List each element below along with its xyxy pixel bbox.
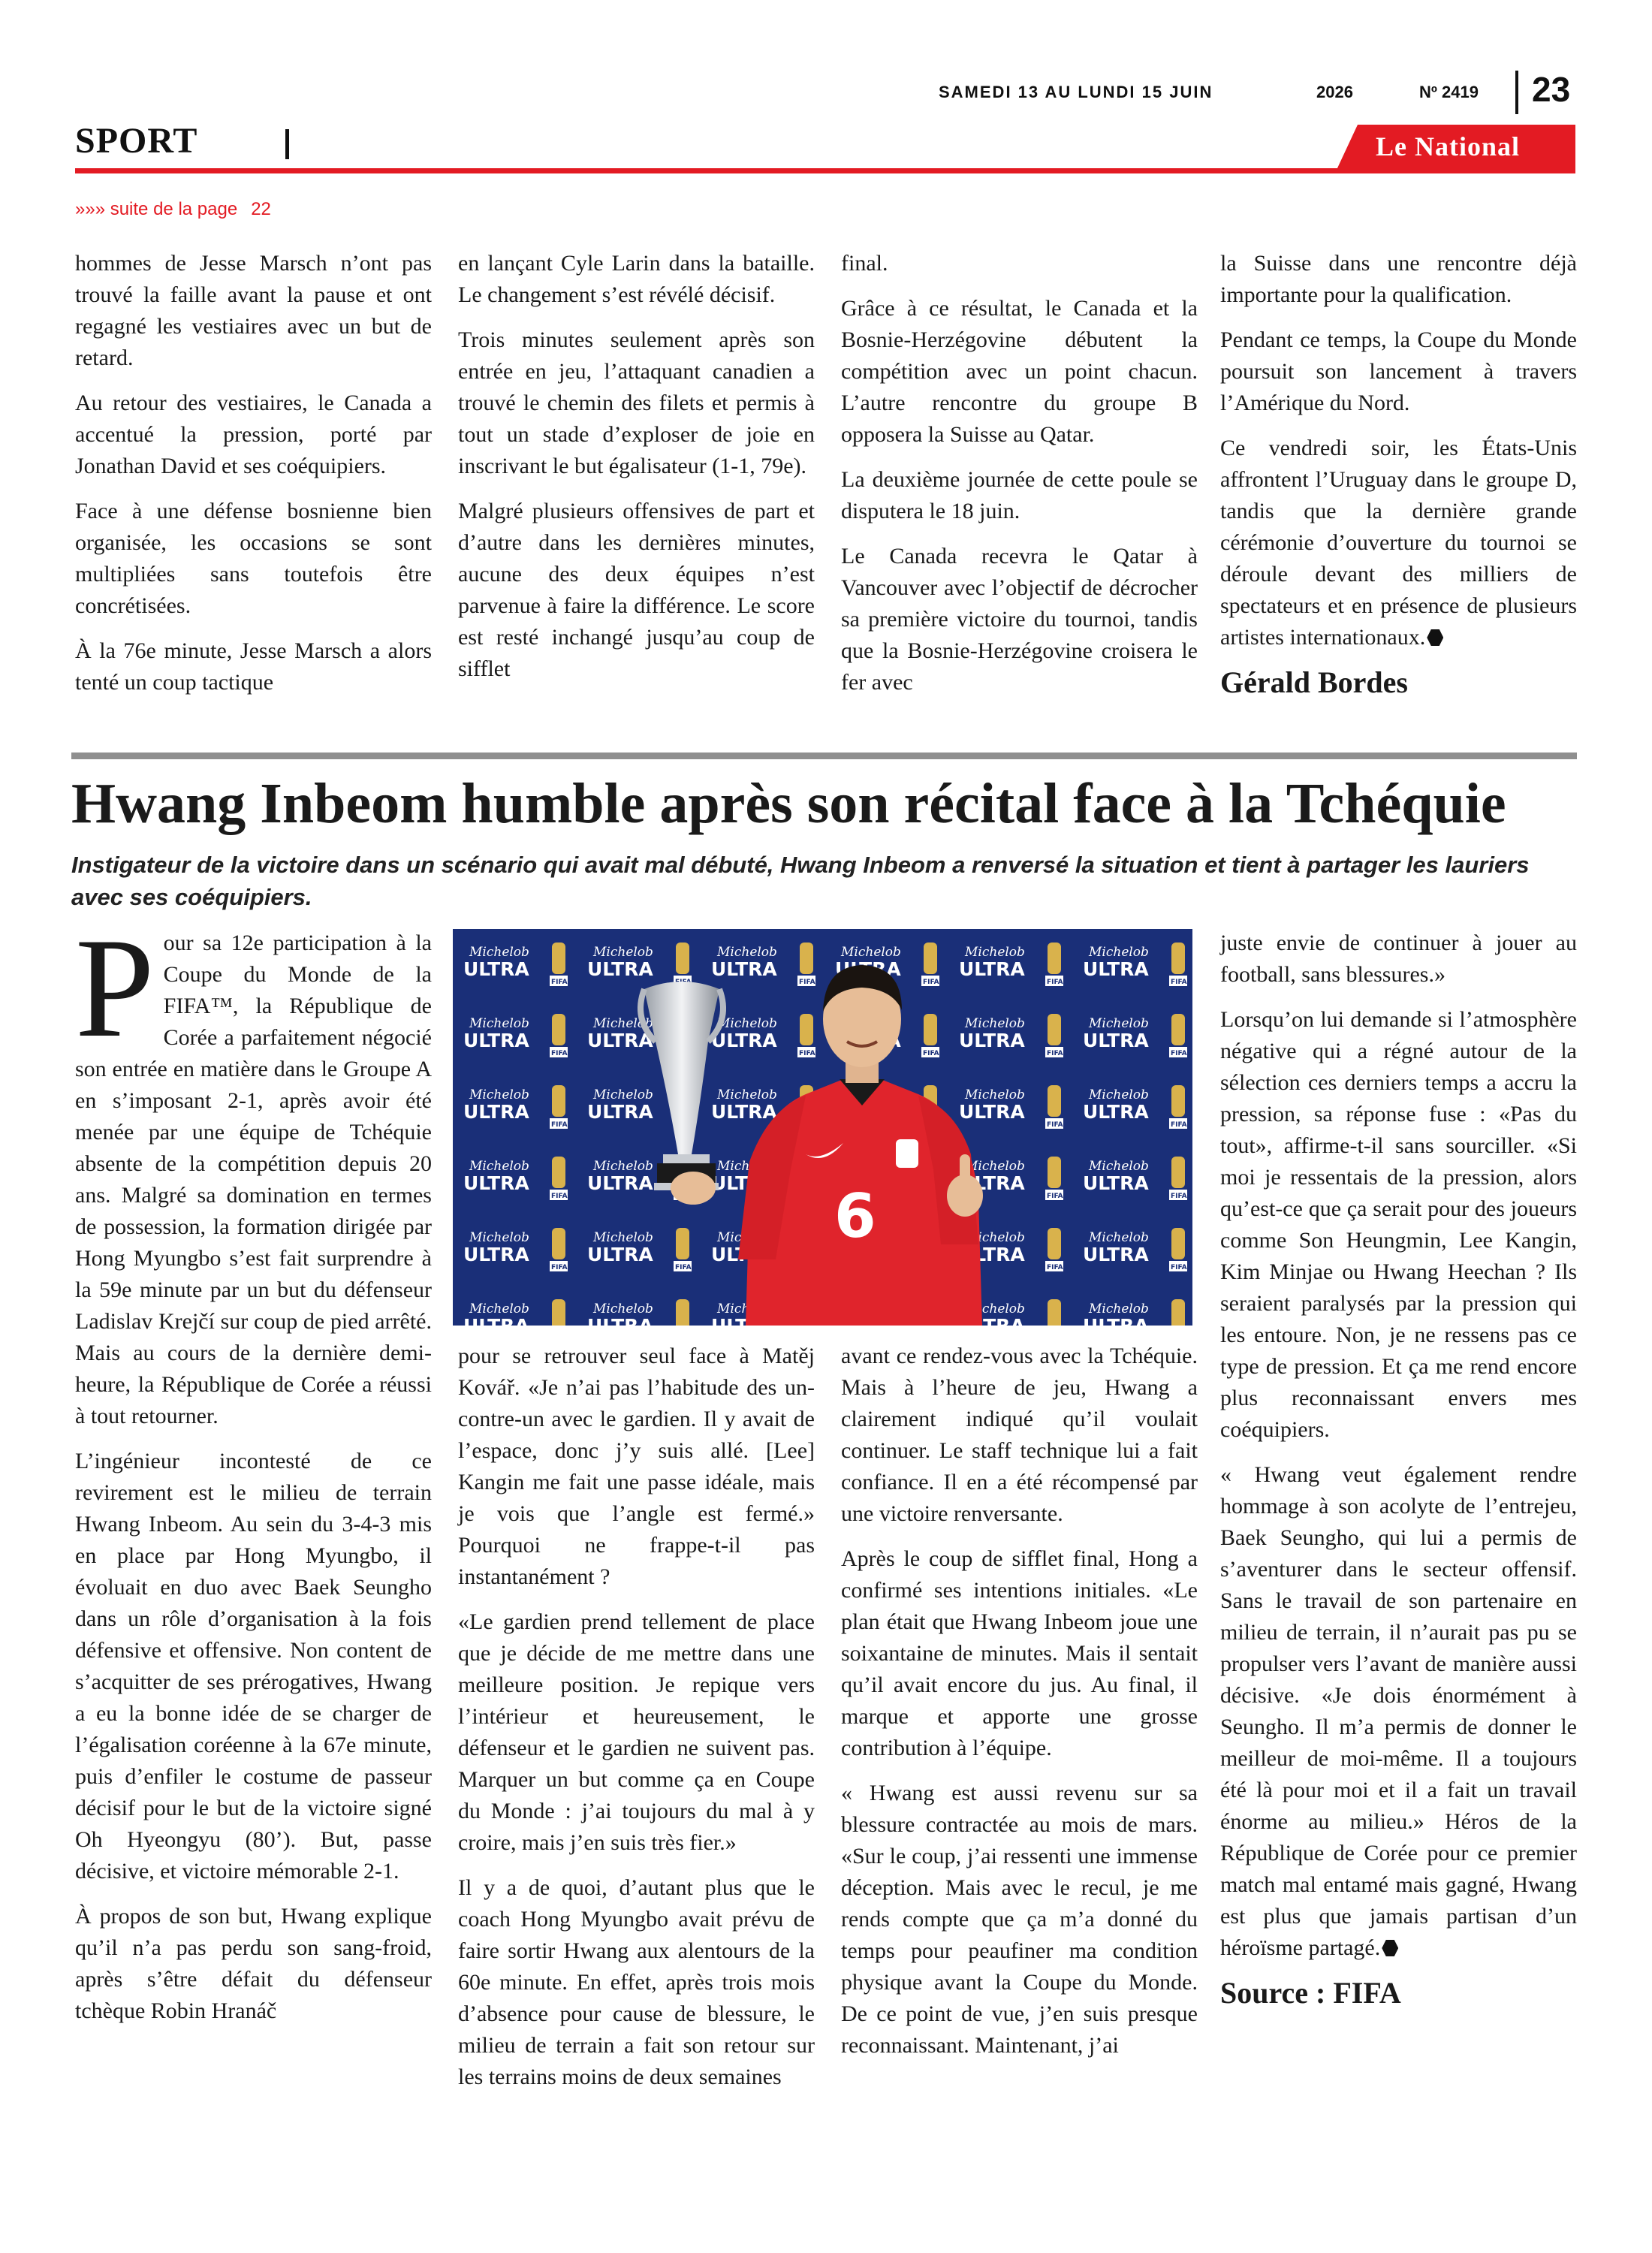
paragraph <box>1220 433 1577 653</box>
section-title: SPORT <box>75 121 198 161</box>
continued-page: 22 <box>251 199 271 219</box>
article2-column-4 <box>1220 927 1577 2009</box>
paragraph: À propos de son but, Hwang explique qu’il n’a pas perdu son sang-froid, après s’être défait du défenseur tchèque Robin Hranáč <box>75 1904 432 2023</box>
article2-column-2 <box>458 1341 815 2107</box>
paragraph: hommes de Jesse Marsch n’ont pas trouvé la faille avant la pause et ont regagné les vestiaires avec un but de retard. <box>75 251 432 370</box>
continued-from[interactable] <box>75 199 271 220</box>
paragraph: Le Canada recevra le Qatar à Vancouver avec l’objectif de décrocher sa première victoire du tournoi, tandis que la Bosnie-Herzégovine croisera le fer avec <box>841 544 1198 695</box>
drop-cap: P <box>75 909 155 1067</box>
page-number-divider <box>1515 71 1518 114</box>
paragraph: final. <box>841 251 888 276</box>
paragraph: Trois minutes seulement après son entrée en jeu, l’attaquant canadien a trouvé le chemin des filets et permis à tout un stade d’exploser de joie en inscrivant le but égalisateur (1-1, 79e). <box>458 327 815 478</box>
article-separator <box>71 753 1577 759</box>
issue-date: SAMEDI 13 AU LUNDI 15 JUIN <box>939 83 1213 101</box>
issue-year: 2026 <box>1316 83 1353 101</box>
paragraph: Grâce à ce résultat, le Canada et la Bosnie-Herzégovine débutent la compétition avec un point chacun. L’autre rencontre du groupe B opposera la Suisse au Qatar. <box>841 296 1198 447</box>
end-of-article-icon <box>1382 1940 1398 1956</box>
paragraph: pour se retrouver seul face à Matěj Kovář. «Je n’ai pas l’habitude des un-contre-un avec le gardien. Il y avait de l’espace, donc j’y suis allé. [Lee] Kangin me fait une passe idéale, mais je vois que l’angle est fermé.» Pourquoi ne frappe-t-il pas instantanément ? <box>458 1344 815 1589</box>
paragraph: la Suisse dans une rencontre déjà importante pour la qualification. <box>1220 251 1577 307</box>
article1-column-2 <box>458 248 815 698</box>
deck: Instigateur de la victoire dans un scénario qui avait mal débuté, Hwang Inbeom a renversé la situation et tient à partager les lauriers avec ses coéquipiers. <box>71 852 1530 910</box>
source-credit: Source : FIFA <box>1220 1976 1401 2010</box>
paragraph: « Hwang est aussi revenu sur sa blessure contractée au mois de mars. «Sur le coup, j’ai ressenti une immense déception. Mais avec le recul, je me rends compte que ça m’a donné du temps pour peaufiner ma condition physique avant la Coupe du Monde. De ce point de vue, j’en suis presque reconnaissant. Maintenant, j’ai <box>841 1781 1198 2058</box>
header-rule <box>75 168 1575 173</box>
article1-column-3 <box>841 248 1198 712</box>
paragraph: «Le gardien prend tellement de place que je décide de me mettre dans une meilleure position. Je repique vers l’intérieur et heureusement, le défenseur et le gardien ne suivent pas. Marquer un but comme ça en Coupe du Monde : j’ai toujours du mal à y croire, mais j’en suis très fier.» <box>458 1609 815 1855</box>
article2-column-3 <box>841 1341 1198 2075</box>
paragraph <box>75 909 432 1432</box>
paragraph: juste envie de continuer à jouer au football, sans blessures.» <box>1220 930 1577 987</box>
paragraph: La deuxième journée de cette poule se disputera le 18 juin. <box>841 467 1198 523</box>
paragraph: avant ce rendez-vous avec la Tchéquie. Mais à l’heure de jeu, Hwang a clairement indiqué qu’il voulait continuer. Le staff technique lui a fait confiance. Il en a été récompensé par une victoire renversante. <box>841 1344 1198 1526</box>
headline: Hwang Inbeom humble après son récital face à la Tchéquie <box>71 772 1506 835</box>
paragraph-text: « Hwang veut également rendre hommage à son acolyte de l’entrejeu, Baek Seungho, qui lui a permis de s’aventurer dans le secteur offensif. Sans le travail de son partenaire en milieu de terrain, il n’aurait pas pu se propulser vers l’avant de manière aussi décisive. «Je dois énormément à Seungho. Il m’a permis de donner le meilleur de moi-même. Il a toujours été là pour moi et il a fait un travail énorme au milieu.» Héros de la République de Corée pour ce premier match mal entamé mais gagné, Hwang est plus que jamais partisan d’un héroïsme partagé. <box>1220 1462 1577 1960</box>
paragraph: À la 76e minute, Jesse Marsch a alors tenté un coup tactique <box>75 638 432 695</box>
issue-number: Nº 2419 <box>1419 83 1479 101</box>
byline: Gérald Bordes <box>1220 665 1408 699</box>
article1-column-4 <box>1220 248 1577 698</box>
continued-label: »»» suite de la page <box>75 199 238 219</box>
paragraph-text: Ce vendredi soir, les États-Unis affrontent l’Uruguay dans le groupe D, tandis que la dernière grande cérémonie d’ouverture du tournoi se déroule devant des milliers de spectateurs et en présence de plusieurs artistes internationaux. <box>1220 436 1577 650</box>
article1-column-1 <box>75 248 432 712</box>
jersey-number: 6 <box>834 1181 876 1251</box>
paragraph: Face à une défense bosnienne bien organisée, les occasions se sont multipliées sans toutefois être concrétisées. <box>75 499 432 618</box>
paragraph: en lançant Cyle Larin dans la bataille. Le changement s’est révélé décisif. <box>458 251 815 307</box>
paragraph: Lorsqu’on lui demande si l’atmosphère négative qui a régné autour de la sélection ces derniers temps a accru la pression, sa réponse fuse : «Pas du tout», affirme-t-il sans sourciller. «Si moi je ressentais de la pression, alors qu’est-ce que ça serait pour des joueurs comme Son Heungmin, Lee Kangin, Kim Minjae ou Hwang Heechan ? Ils seraient paralysés par la pression qui les entoure. Non, je ne ressens pas ce type de pression. Et ça me rend encore plus reconnaissant envers mes coéquipiers. <box>1220 1007 1577 1442</box>
paragraph <box>1220 1459 1577 1964</box>
brand-name: Le National <box>1376 131 1521 161</box>
end-of-article-icon <box>1427 629 1443 646</box>
page-number: 23 <box>1532 70 1571 109</box>
paragraph: Au retour des vestiaires, le Canada a accentué la pression, porté par Jonathan David et ses coéquipiers. <box>75 391 432 478</box>
paragraph-text: our sa 12e participation à la Coupe du Monde de la FIFA™, la République de Corée a parfaitement négocié son entrée en matière dans le Groupe A en s’imposant 2-1, après avoir été menée par une équipe de Tchéquie absente de la compétition depuis 20 ans. Malgré sa domination en termes de possession, la formation dirigée par Hong Myungbo s’est fait surprendre à la 59e minute par un but du défenseur Ladislav Krejčí sur coup de pied arrêté. Mais au cours de la dernière demi-heure, la République de Corée a réussi à tout retourner. <box>75 930 432 1428</box>
section-divider <box>285 129 289 159</box>
paragraph: Pendant ce temps, la Coupe du Monde poursuit son lancement à travers l’Amérique du Nord. <box>1220 327 1577 415</box>
player-photo-illustration <box>453 929 1192 1326</box>
paragraph: Il y a de quoi, d’autant plus que le coach Hong Myungbo avait prévu de faire sortir Hwang aux alentours de la 60e minute. En effet, après trois mois d’absence pour cause de blessure, le milieu de terrain a fait son retour sur les terrains moins de deux semaines <box>458 1875 815 2089</box>
player-photo <box>453 929 1192 1326</box>
article2-column-1 <box>75 909 432 2040</box>
paragraph: Après le coup de sifflet final, Hong a confirmé ses intentions initiales. «Le plan était que Hwang Inbeom joue une soixantaine de minutes. Mais il sentait qu’il avait encore du jus. Au final, il marque et apporte une grosse contribution à l’équipe. <box>841 1546 1198 1760</box>
paragraph: Malgré plusieurs offensives de part et d’autre dans les dernières minutes, aucune des deux équipes n’est parvenue à faire la différence. Le score est resté inchangé jusqu’au coup de sifflet <box>458 499 815 681</box>
paragraph: L’ingénieur incontesté de ce revirement est le milieu de terrain Hwang Inbeom. Au sein du 3-4-3 mis en place par Hong Myungbo, il évoluait en duo avec Baek Seungho dans un rôle d’organisation à la fois défensive et offensive. Non content de s’acquitter de ses prérogatives, Hwang a eu la bonne idée de se charger de l’égalisation coréenne à la 67e minute, puis d’enfiler le costume de passeur décisif pour le but de la victoire signé Oh Hyeongyu (80’). But, passe décisive, et victoire mémorable 2-1. <box>75 1449 432 1884</box>
